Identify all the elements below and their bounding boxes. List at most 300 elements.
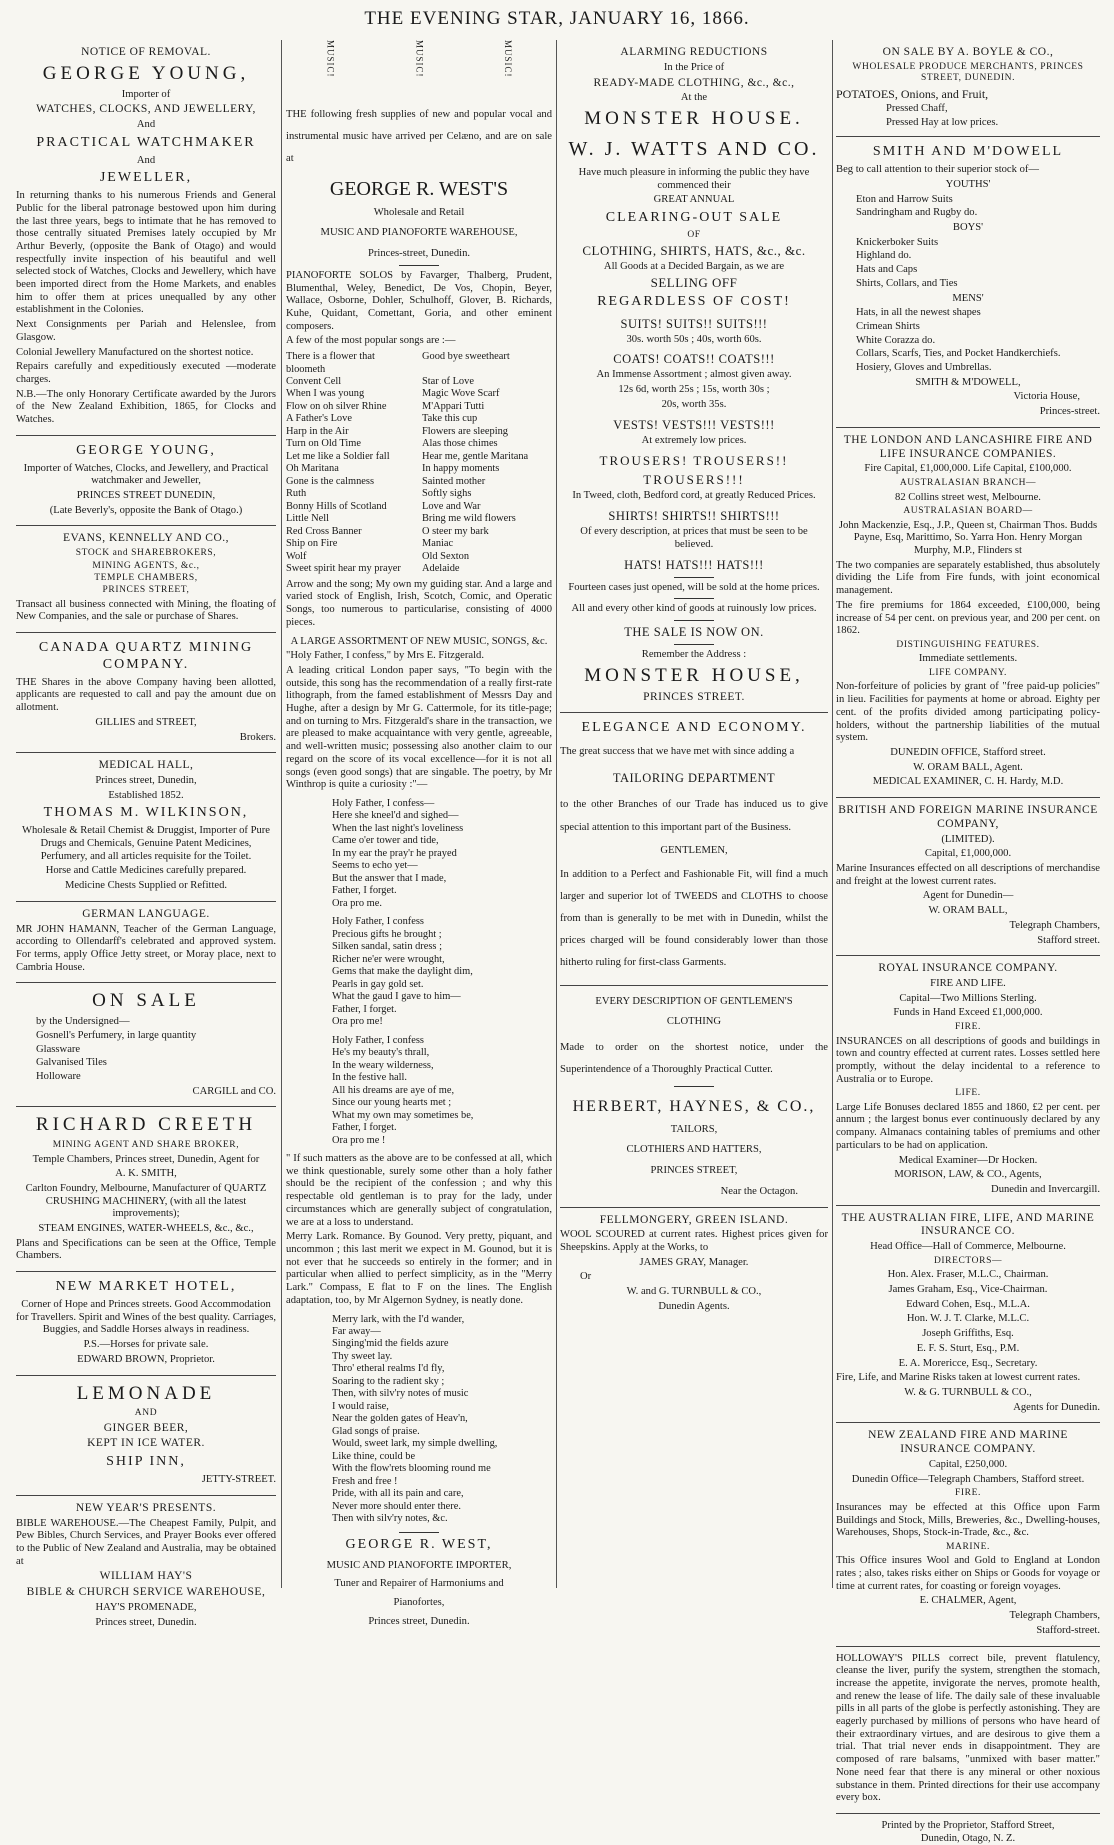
ad-body: N.B.—The only Honorary Certificate awarded by the Jurors of the New Zealand Exhibition, 1865, for Clocks and Watches. <box>16 388 276 426</box>
song-title: Bonny Hills of Scotland <box>286 500 387 512</box>
column-rule <box>556 40 557 1588</box>
ad-body: MR JOHN HAMANN, Teacher of the German Language, according to Ollendarff's celebrated and approved system. For terms, apply Office Jetty street, or Moray place, next to Cambria House. <box>16 923 276 973</box>
ad-body: HOLLOWAY'S PILLS correct bile, prevent flatulency, cleanse the liver, purify the system, strengthen the stomach, increase the appetite, invigorate the nerves, promote health, and renew the lease of life. The daily sale of these invaluable pills in all parts of the globe is perfectly astonishing. They are eagerly purchased by millions of persons who have heard of their extraordinary virtues, and are desirous to give them a trial. That trial never ends in disappointment. They are composed of rare balsams, "unmixed with baser matter." None need fear that there is any mineral or other noxious substance in them. Printed directions for their use accompany every box. <box>836 1652 1100 1804</box>
ad-line: SHIP INN, <box>106 1454 186 1470</box>
ad-line: OF <box>687 229 701 240</box>
ad-signature: SMITH & M'DOWELL, <box>915 376 1021 388</box>
ad-body: Made to order on the shortest notice, under the Superintendence of a Thoroughly Practical Cutter. <box>560 1042 828 1076</box>
poem-line: Ora pro me! <box>332 1016 383 1028</box>
song-title: When I was young <box>286 388 365 400</box>
ad-signature: MORISON, LAW, & CO., Agents, <box>894 1169 1042 1181</box>
ad-body: This Office insures Wool and Gold to England at London rates ; also, takes risks either on Ships or Goods for voyage or time at current rates, for coasting or foreign voyages. <box>836 1555 1100 1592</box>
ad-name: THE LONDON AND LANCASHIRE FIRE AND LIFE INSURANCE COMPANIES. <box>843 433 1093 460</box>
ad-heading: NOTICE OF REMOVAL. <box>81 46 211 58</box>
poem-line: Ora pro me. <box>332 897 382 909</box>
ad-line: PRACTICAL WATCHMAKER <box>36 134 256 150</box>
ad-signature: GILLIES and STREET, <box>95 716 197 728</box>
ad-body: Non-forfeiture of policies by grant of "free paid-up policies" in lieu. Facilities for payments at home or abroad. Eighty per cent. of the profits divided among participating policy-holders, without the partnership liabilities of the mutual system. <box>836 681 1100 744</box>
ad-signature: Princes-street. <box>1039 406 1100 418</box>
ad-line: JEWELLER, <box>99 170 193 186</box>
ad-line: REGARDLESS OF COST! <box>597 293 791 309</box>
poem-line: Never more should enter there. <box>332 1500 461 1512</box>
ad-holloways-pills <box>836 1647 1100 1814</box>
ad-line: Holloware <box>36 1070 81 1082</box>
ad-line: Established 1852. <box>108 789 184 801</box>
song-title: Maniac <box>422 538 454 550</box>
ad-line: FIRE. <box>955 1488 981 1499</box>
ad-line: BOYS' <box>952 221 984 233</box>
ad-line: All Goods at a Decided Bargain, as we are <box>603 260 785 272</box>
ad-body: Plans and Specifications can be seen at the Office, Temple Chambers. <box>16 1237 276 1262</box>
poem-line: Father, I forget. <box>332 885 397 897</box>
ad-body: " If such matters as the above are to be confessed at all, which we think questionable, surely some other than a holy father should be the recipient of the confession ; and why this respectable old gentleman is to pray for the lady, under circumstances which are generally subject of congratulation, we are at a loss to understand. <box>286 1153 552 1228</box>
poem-line: When the last night's loveliness <box>332 822 464 834</box>
list-item: Hon. Alex. Fraser, M.L.C., Chairman. <box>887 1269 1049 1281</box>
ad-name: LEMONADE <box>76 1382 216 1404</box>
poem-line: He's my beauty's thrall, <box>332 1047 430 1059</box>
ad-line: Glassware <box>36 1043 81 1055</box>
ad-body: Arrow and the song; My own my guiding star. And a large and varied stock of English, Irish, Scotch, Comic, and Operatic Songs, too numerous to particularise, consisting of 4000 pieces. <box>286 578 552 628</box>
poem-line: Precious gifts he brought ; <box>332 928 442 940</box>
ad-signature: WILLIAM HAY'S <box>99 1570 193 1583</box>
ad-signature: Princes street, Dunedin. <box>368 1615 470 1627</box>
ad-name: NEW MARKET HOTEL, <box>55 1279 237 1295</box>
ad-heading: EVERY DESCRIPTION OF GENTLEMEN'S <box>595 995 793 1007</box>
poem-line: But the answer that I made, <box>332 872 447 884</box>
song-title: Ship on Fire <box>286 538 338 550</box>
poem-line: In my ear the pray'r he prayed <box>332 847 457 859</box>
ad-body: Transact all business connected with Mining, the floating of New Companies, and the sale or purchase of Shares. <box>16 598 276 623</box>
ad-line: 82 Collins street west, Melbourne. <box>895 491 1041 503</box>
ad-name: HERBERT, HAYNES, & CO., <box>572 1097 816 1115</box>
ad-signature: Telegraph Chambers, <box>1009 919 1100 931</box>
divider <box>674 598 714 599</box>
ad-body: In returning thanks to his numerous Friends and General Public for the liberal patronage bestowed upon him during the last three years, begs to intimate that he has removed to those centrally situated Premises lately occupied by Mr Arthur Beverly, (opposite the Bank of Otago) and would respectfully invite inspection of his beautiful and well selected stock of Watches, Clocks and Jewellery, which have been imported direct from the Home Markets, and enables him to offer them at prices unequalled by any other establishment in the Colonies. <box>16 190 276 316</box>
ad-signature: MEDICAL EXAMINER, C. H. Hardy, M.D. <box>872 776 1064 788</box>
list-item: Collars, Scarfs, Ties, and Pocket Handkerchiefs. <box>856 348 1061 360</box>
ad-body: Insurances may be effected at this Office upon Farm Buildings and Stock, Mills, Breweries, &c., Dwelling-houses, Warehouses, Shops, Stock-in-Trade, &c., &c. <box>836 1501 1100 1539</box>
ad-line: TROUSERS!!! <box>643 471 745 487</box>
ad-line: STEAM ENGINES, WATER-WHEELS, &c., &c., <box>38 1223 254 1235</box>
ad-body: to the other Branches of our Trade has induced us to give special attention to this important part of the Business. <box>560 799 828 833</box>
ad-signature: Agent for Dunedin— <box>922 890 1014 902</box>
ad-signature: CARGILL and CO. <box>192 1085 276 1097</box>
ad-body: Next Consignments per Pariah and Helenslee, from Glasgow. <box>16 319 276 343</box>
ad-line: TAILORS, <box>670 1123 718 1135</box>
divider <box>399 265 439 266</box>
poem-line: In the festive hall. <box>332 1072 408 1084</box>
ad-name: MONSTER HOUSE. <box>584 108 804 129</box>
column-2 <box>286 40 552 1627</box>
poem-line: Then with silv'ry notes, &c. <box>332 1513 448 1525</box>
divider <box>674 1086 714 1087</box>
ad-on-sale <box>16 983 276 1107</box>
song-title: Wolf <box>286 550 307 562</box>
ad-signature: Dunedin and Invercargill. <box>991 1183 1100 1195</box>
divider <box>674 644 714 645</box>
ad-line: WHOLESALE PRODUCE MERCHANTS, PRINCES STREET, DUNEDIN. <box>852 61 1084 84</box>
ad-german-language <box>16 902 276 984</box>
ad-line: LIFE. <box>955 1088 981 1099</box>
ad-signature: HAY'S PROMENADE, <box>95 1601 197 1613</box>
ad-name: GEORGE R. WEST'S <box>329 177 509 200</box>
poem-line: Near the golden gates of Heav'n, <box>332 1413 468 1425</box>
ad-line: AUSTRALASIAN BRANCH— <box>899 478 1037 489</box>
ad-line: GREAT ANNUAL <box>653 194 735 206</box>
ad-lemonade <box>16 1376 276 1496</box>
list-item: James Graham, Esq., Vice-Chairman. <box>888 1284 1048 1296</box>
ad-body: Fire, Life, and Marine Risks taken at lowest current rates. <box>836 1372 1081 1384</box>
list-item: Edward Cohen, Esq., M.L.A. <box>906 1298 1030 1310</box>
item-list <box>836 237 1100 291</box>
divider <box>674 577 714 578</box>
ad-line: COATS! COATS!! COATS!!! <box>613 352 775 367</box>
ad-signature: JAMES GRAY, Manager. <box>639 1256 749 1268</box>
music-tabs <box>286 40 552 100</box>
ad-line: Near the Octagon. <box>720 1185 798 1197</box>
ad-line: MUSIC AND PIANOFORTE WAREHOUSE, <box>320 227 518 239</box>
poem-line: Glad songs of praise. <box>332 1425 420 1437</box>
song-title: Turn on Old Time <box>286 438 361 450</box>
ad-signature: GEORGE R. WEST, <box>345 1536 493 1552</box>
poem-line: Gems that make the daylight dim, <box>332 966 473 978</box>
ad-gentlemens-clothing <box>560 986 828 1208</box>
ad-body: Repairs carefully and expeditiously executed —moderate charges. <box>16 361 276 385</box>
song-title: There is a flower that bloometh <box>286 351 375 375</box>
song-title: Softly sighs <box>422 488 472 500</box>
ad-name: ELEGANCE AND ECONOMY. <box>581 720 807 736</box>
ad-body: The two companies are separately established, thus absolutely dividing the Life from Fire funds, with joint economical management. <box>836 559 1100 597</box>
masthead: THE EVENING STAR, JANUARY 16, 1866. <box>364 8 750 29</box>
song-title: Harp in the Air <box>286 425 349 437</box>
ad-line: At extremely low prices. <box>641 434 747 446</box>
ad-name: THE AUSTRALIAN FIRE, LIFE, AND MARINE INSURANCE CO. <box>841 1211 1095 1238</box>
ad-line: SUITS! SUITS!! SUITS!!! <box>620 316 768 331</box>
ad-signature: Tuner and Repairer of Harmoniums and <box>334 1578 504 1590</box>
ad-line: POTATOES, Onions, and Fruit, <box>836 86 989 101</box>
poem-stanza <box>286 1035 552 1147</box>
ad-name: NEW YEAR'S PRESENTS. <box>75 1501 217 1514</box>
song-title: Oh Maritana <box>286 463 339 475</box>
ad-line: KEPT IN ICE WATER. <box>87 1437 205 1450</box>
ad-london-lancashire <box>836 428 1100 798</box>
ad-line: DUNEDIN OFFICE, Stafford street. <box>890 746 1046 758</box>
ad-canada-quartz <box>16 633 276 753</box>
ad-name: MEDICAL HALL, <box>98 759 194 772</box>
ad-signature: MUSIC AND PIANOFORTE IMPORTER, <box>326 1559 512 1571</box>
ad-elegance-economy <box>560 713 828 985</box>
song-title: M'Appari Tutti <box>422 400 485 412</box>
ad-signature: Stafford street. <box>1037 934 1100 946</box>
ad-line: Wholesale and Retail <box>373 206 465 218</box>
ad-fellmongery <box>560 1208 828 1322</box>
list-item: Shirts, Collars, and Ties <box>856 277 958 289</box>
ad-line: READY-MADE CLOTHING, &c., &c., <box>593 76 795 89</box>
poem-line: Seems to echo yet— <box>332 860 418 872</box>
ad-new-zealand-fire <box>836 1423 1100 1646</box>
poem-line: Father, I forget. <box>332 1003 397 1015</box>
ad-line: HATS! HATS!!! HATS!!! <box>624 557 764 572</box>
ad-heading: ALARMING REDUCTIONS <box>620 46 768 58</box>
ad-name: EVANS, KENNELLY AND CO., <box>62 532 230 545</box>
ad-line: AND <box>134 1408 158 1419</box>
ad-body: Wholesale & Retail Chemist & Druggist, Importer of Pure Drugs and Chemicals, Genuine Patent Medicines, Perfumery, and all articles requisite for the Toilet. <box>21 825 271 862</box>
ad-line: TAILORING DEPARTMENT <box>612 771 776 786</box>
song-title: Little Nell <box>286 513 329 525</box>
ad-body: Importer of Watches, Clocks, and Jewellery, and Practical watchmaker and Jeweller, <box>23 462 269 487</box>
ad-line: GENTLEMEN, <box>660 844 728 856</box>
ad-boyle <box>836 40 1100 137</box>
ad-body: The fire premiums for 1864 exceeded, £100,000, being increase of 54 per cent. on previous year, and 200 per cent. on 1862. <box>836 599 1100 637</box>
ad-name: THOMAS M. WILKINSON, <box>43 805 249 821</box>
ad-line: PRINCES STREET DUNEDIN, <box>76 489 216 501</box>
ad-signature: Stafford-street. <box>1036 1624 1100 1636</box>
column-rule <box>281 40 282 1588</box>
ad-signature: Princes street, Dunedin. <box>95 1616 197 1628</box>
song-title: Red Cross Banner <box>286 525 362 537</box>
ad-line: Fire Capital, £1,000,000. Life Capital, £100,000. <box>864 463 1072 475</box>
list-item: Hon. W. J. T. Clarke, M.L.C. <box>906 1313 1030 1325</box>
ad-line: AUSTRALASIAN BOARD— <box>903 506 1033 517</box>
poem-line: Came o'er tower and tide, <box>332 835 439 847</box>
ad-line: MINING AGENTS, &c., <box>92 560 200 571</box>
director-list <box>836 1269 1100 1370</box>
ad-line: Medical Examiner—Dr Hocken. <box>898 1154 1038 1166</box>
column-3 <box>560 40 828 1588</box>
ad-body: PIANOFORTE SOLOS by Favarger, Thalberg, Prudent, Blumenthal, Weley, Benedict, De Vos, Chopin, Beyer, Wallace, Osborne, Dohler, Schulhoff, Glover, B. Richards, Kuhe, Quidant, Comettant, Goria, and other eminent composers. <box>286 269 552 332</box>
song-title: Flowers are sleeping <box>422 425 508 437</box>
poem-stanza <box>286 1314 552 1526</box>
song-title: In happy moments <box>422 463 500 475</box>
ad-body: All and every other kind of goods at ruinously low prices. <box>571 603 817 615</box>
ad-name: NEW ZEALAND FIRE AND MARINE INSURANCE COMPANY. <box>868 1429 1068 1456</box>
ad-australian-fire <box>836 1206 1100 1424</box>
list-item: Joseph Griffiths, Esq. <box>922 1328 1014 1340</box>
ad-name: GEORGE YOUNG, <box>76 442 216 458</box>
song-title: Bring me wild flowers <box>422 513 516 525</box>
ad-body: WOOL SCOURED at current rates. Highest prices given for Sheepskins. Apply at the Works, to <box>560 1229 828 1254</box>
ad-smith-mdowell <box>836 137 1100 427</box>
ad-line: by the Undersigned— <box>36 1016 130 1028</box>
ad-line: DIRECTORS— <box>933 1255 1003 1266</box>
ad-line: And <box>136 119 156 131</box>
song-title: Flow on oh silver Rhine <box>286 400 387 412</box>
ad-richard-creeth <box>16 1107 276 1272</box>
imprint-line: Printed by the Proprietor, Stafford Street, <box>881 1819 1055 1831</box>
ad-george-young-2 <box>16 436 276 527</box>
column-rule <box>832 40 833 1588</box>
poem-line: Like thine, could be <box>332 1450 416 1462</box>
ad-line: Pressed Chaff, <box>886 102 948 114</box>
poem-line: Singing'mid the fields azure <box>332 1338 449 1350</box>
poem-line: Pearls in gay gold set. <box>332 978 424 990</box>
poem-line: In the weary wilderness, <box>332 1059 434 1071</box>
poem-line: Then, with silv'ry notes of music <box>332 1388 469 1400</box>
ad-monster-house <box>560 40 828 713</box>
music-tab: MUSIC! <box>325 40 336 78</box>
ad-body: "Holy Father, I confess," by Mrs E. Fitzgerald. <box>286 650 484 662</box>
poem-line: Fresh and free ! <box>332 1475 398 1487</box>
ad-body: INSURANCES on all descriptions of goods and buildings in town and country effected at current rates. Losses settled here promptly, without the delay incidental to a reference to Australia or to Europe. <box>836 1035 1100 1085</box>
poem-line: Would, sweet lark, my simple dwelling, <box>332 1438 498 1450</box>
poem-line: Silken sandal, satin dress ; <box>332 941 442 953</box>
song-title: O steer my bark <box>422 525 489 537</box>
ad-evans-kennelly <box>16 526 276 633</box>
ad-body: Merry Lark. Romance. By Gounod. Very pretty, piquant, and uncommon ; this last merit we expect in M. Gounod, but it is not ever that he succeeds so entirely in the former; and in particular when allied to perfect simplicity, as in the "Merry Lark." Compass, E flat to F on the lines. The English adaptation, too, by Mr Algernon Sydney, is neatly done. <box>286 1231 552 1306</box>
song-title: Star of Love <box>422 376 474 387</box>
song-title: Let me like a Soldier fall <box>286 450 390 462</box>
divider <box>399 1532 439 1533</box>
song-list <box>286 351 552 576</box>
ad-signature: Dunedin Agents. <box>658 1300 730 1312</box>
ad-royal-insurance <box>836 956 1100 1205</box>
ad-signature: Victoria House, <box>1013 391 1080 403</box>
poem-line: With the flow'rets blooming round me <box>332 1463 491 1475</box>
imprint-line: Dunedin, Otago, N. Z. <box>920 1832 1016 1844</box>
song-title: Alas those chimes <box>422 438 498 450</box>
ad-body: BIBLE WAREHOUSE.—The Cheapest Family, Pulpit, and Pew Bibles, Church Services, and Prayer Books ever offered to the Public of New Zealand and Australia, may be obtained at <box>16 1517 276 1567</box>
poem-line: Thro' etheral realms I'd fly, <box>332 1363 445 1375</box>
ad-body: John Mackenzie, Esq., J.P., Queen st, Chairman Thos. Budds Payne, Esq, Marittimo, So. Yarra Hon. Henry Morgan Murphy, M.P., Flinders st <box>838 519 1098 557</box>
ad-line: JETTY-STREET. <box>201 1474 276 1486</box>
song-title: A Father's Love <box>286 413 352 425</box>
ad-body: Marine Insurances effected on all descriptions of merchandise and freight at the lowest current rates. <box>836 863 1100 887</box>
ad-body: Large Life Bonuses declared 1855 and 1860, £2 per cent. per annum ; the largest bonus ever continuously declared by any company. Almanacs containing tables of premiums and other particulars to be had on application. <box>836 1101 1100 1151</box>
ad-line: Head Office—Hall of Commerce, Melbourne. <box>870 1241 1066 1253</box>
ad-line: MINING AGENT AND SHARE BROKER, <box>52 1140 240 1151</box>
song-title: Sweet spirit hear my prayer <box>286 563 401 575</box>
column-4 <box>836 40 1100 1844</box>
list-item: Crimean Shirts <box>856 320 920 332</box>
ad-line: Importer of <box>121 88 171 100</box>
list-item: Knickerboker Suits <box>856 236 939 248</box>
ad-body: In Tweed, cloth, Bedford cord, at greatly Reduced Prices. <box>572 490 816 502</box>
list-item: Sandringham and Rugby do. <box>856 207 978 219</box>
ad-line: DISTINGUISHING FEATURES. <box>896 639 1040 650</box>
ad-line: (Late Beverly's, opposite the Bank of Otago.) <box>49 504 243 516</box>
song-title: Ruth <box>286 488 307 500</box>
ad-line: Capital, £1,000,000. <box>924 848 1012 860</box>
ad-name: FELLMONGERY, GREEN ISLAND. <box>599 1213 789 1226</box>
ad-signature: BIBLE & CHURCH SERVICE WAREHOUSE, <box>26 1586 266 1599</box>
list-item: E. A. Morericce, Esq., Secretary. <box>898 1357 1038 1369</box>
ad-line: Pressed Hay at low prices. <box>886 116 999 128</box>
ad-line: MENS' <box>952 292 984 304</box>
ad-line: P.S.—Horses for private sale. <box>83 1339 209 1351</box>
ad-name: GERMAN LANGUAGE. <box>82 907 210 920</box>
list-item: Highland do. <box>856 250 912 262</box>
poem-line: I would raise, <box>332 1400 389 1412</box>
ad-line: PRINCES STREET, <box>102 585 190 596</box>
ad-signature: E. CHALMER, Agent, <box>919 1595 1017 1607</box>
poem-line: Merry lark, with the I'd wander, <box>332 1313 465 1325</box>
song-title: Love and War <box>422 500 481 512</box>
ad-name: W. J. WATTS AND CO. <box>568 137 820 160</box>
poem-stanza <box>286 916 552 1028</box>
ad-line: STOCK and SHAREBROKERS, <box>75 548 217 559</box>
ad-line: Dunedin Office—Telegraph Chambers, Stafford street. <box>851 1473 1085 1485</box>
ad-line: Gosnell's Perfumery, in large quantity <box>36 1029 197 1041</box>
ad-line: VESTS! VESTS!!! VESTS!!! <box>613 417 775 432</box>
ad-line: 20s, worth 35s. <box>661 398 727 410</box>
song-title: Convent Cell <box>286 376 342 387</box>
ad-line: CLOTHIERS AND HATTERS, <box>626 1144 762 1156</box>
list-item: Hats and Caps <box>856 264 918 276</box>
ad-line: Remember the Address : <box>641 649 747 660</box>
ad-line: Capital—Two Millions Sterling. <box>899 992 1037 1004</box>
ad-body: Temple Chambers, Princes street, Dunedin, Agent for <box>32 1153 260 1165</box>
ad-name: SMITH AND M'DOWELL <box>872 144 1064 160</box>
ad-signature: W. & G. TURNBULL & CO., <box>904 1387 1032 1398</box>
poem-line: Since our young hearts met ; <box>332 1097 452 1109</box>
ad-line: FIRE. <box>955 1022 981 1033</box>
song-title: Adelaide <box>422 563 460 575</box>
ad-british-foreign <box>836 798 1100 956</box>
poem-line: Holy Father, I confess <box>332 1034 424 1046</box>
ad-body: Fourteen cases just opened, will be sold at the home prices. <box>568 581 820 593</box>
ad-body: The great success that we have met with since adding a <box>560 746 795 758</box>
song-title: Sainted mother <box>422 475 486 487</box>
poem-line: Holy Father, I confess <box>332 916 424 928</box>
ad-line: Princes-street, Dunedin. <box>367 248 471 260</box>
ad-line: And <box>136 154 156 166</box>
ad-name: ON SALE BY A. BOYLE & CO., <box>882 46 1054 58</box>
ad-name: RICHARD CREETH <box>35 1114 257 1136</box>
ad-line: CLOTHING <box>666 1016 722 1028</box>
song-title: Hear me, gentle Maritana <box>422 450 529 462</box>
ad-signature: Brokers. <box>239 731 276 743</box>
item-list <box>836 307 1100 375</box>
ad-line: YOUTHS' <box>945 178 991 190</box>
ad-line: Princes street, Dunedin, <box>95 775 197 787</box>
ad-line: Immediate settlements. <box>918 653 1018 665</box>
song-title: Gone is the calmness <box>286 475 375 487</box>
ad-body: Carlton Foundry, Melbourne, Manufacturer of QUARTZ CRUSHING MACHINERY, (with all the latest improvements); <box>25 1182 267 1220</box>
music-tab: MUSIC! <box>414 40 425 78</box>
poem-line: Here she kneel'd and sighed— <box>332 810 459 822</box>
poem-line: All his dreams are aye of me, <box>332 1084 455 1096</box>
ad-body: Of every description, at prices that must be seen to be believed. <box>580 526 808 550</box>
ad-name: ROYAL INSURANCE COMPANY. <box>878 962 1058 975</box>
poem-line: Soaring to the radient sky ; <box>332 1375 445 1387</box>
ad-body: In addition to a Perfect and Fashionable Fit, will find a much larger and superior lot of TWEEDS and CLOTHS to choose from than is generally to be met with in Dunedin, whilst the prices charged will be found considerably lower than those hitherto ruling for first-class Garments. <box>560 868 828 969</box>
divider <box>674 620 714 621</box>
ad-signature: Agents for Dunedin. <box>1013 1401 1100 1413</box>
ad-line: An Immense Assortment ; almost given away. <box>596 369 792 381</box>
ad-body: A few of the most popular songs are :— <box>286 335 456 347</box>
ad-line: THE SALE IS NOW ON. <box>624 625 764 639</box>
ad-body: THE following fresh supplies of new and popular vocal and instrumental music have arrived per Celæno, and are on sale at <box>286 109 552 165</box>
ad-line: CLEARING-OUT SALE <box>605 209 783 225</box>
ad-line: MARINE. <box>945 1541 991 1552</box>
ad-line: TEMPLE CHAMBERS, <box>94 572 198 583</box>
ad-signature: Telegraph Chambers, <box>1009 1610 1100 1622</box>
ad-body: Corner of Hope and Princes streets. Good Accommodation for Travellers. Spirit and Wines of the best quality. Carriages, Buggies, and Saddle Horses always in readiness. <box>16 1298 276 1336</box>
poem-stanza <box>286 798 552 910</box>
ad-signature: W. ORAM BALL, Agent. <box>913 761 1023 773</box>
printer-imprint <box>836 1814 1100 1845</box>
ad-line: A. K. SMITH, <box>115 1168 177 1180</box>
ad-new-years-presents <box>16 1496 276 1638</box>
ad-line: 30s. worth 50s ; 40s, worth 60s. <box>626 333 762 345</box>
poem-line: Ora pro me ! <box>332 1134 386 1146</box>
ad-signature: W. and G. TURNBULL & CO., <box>626 1286 762 1298</box>
poem-line: Richer ne'er were wrought, <box>332 953 445 965</box>
ad-signature: W. ORAM BALL, <box>928 905 1008 917</box>
ad-new-market-hotel <box>16 1272 276 1375</box>
poem-line: Holy Father, I confess— <box>332 798 435 809</box>
ad-line: SHIRTS! SHIRTS!! SHIRTS!!! <box>608 509 780 524</box>
